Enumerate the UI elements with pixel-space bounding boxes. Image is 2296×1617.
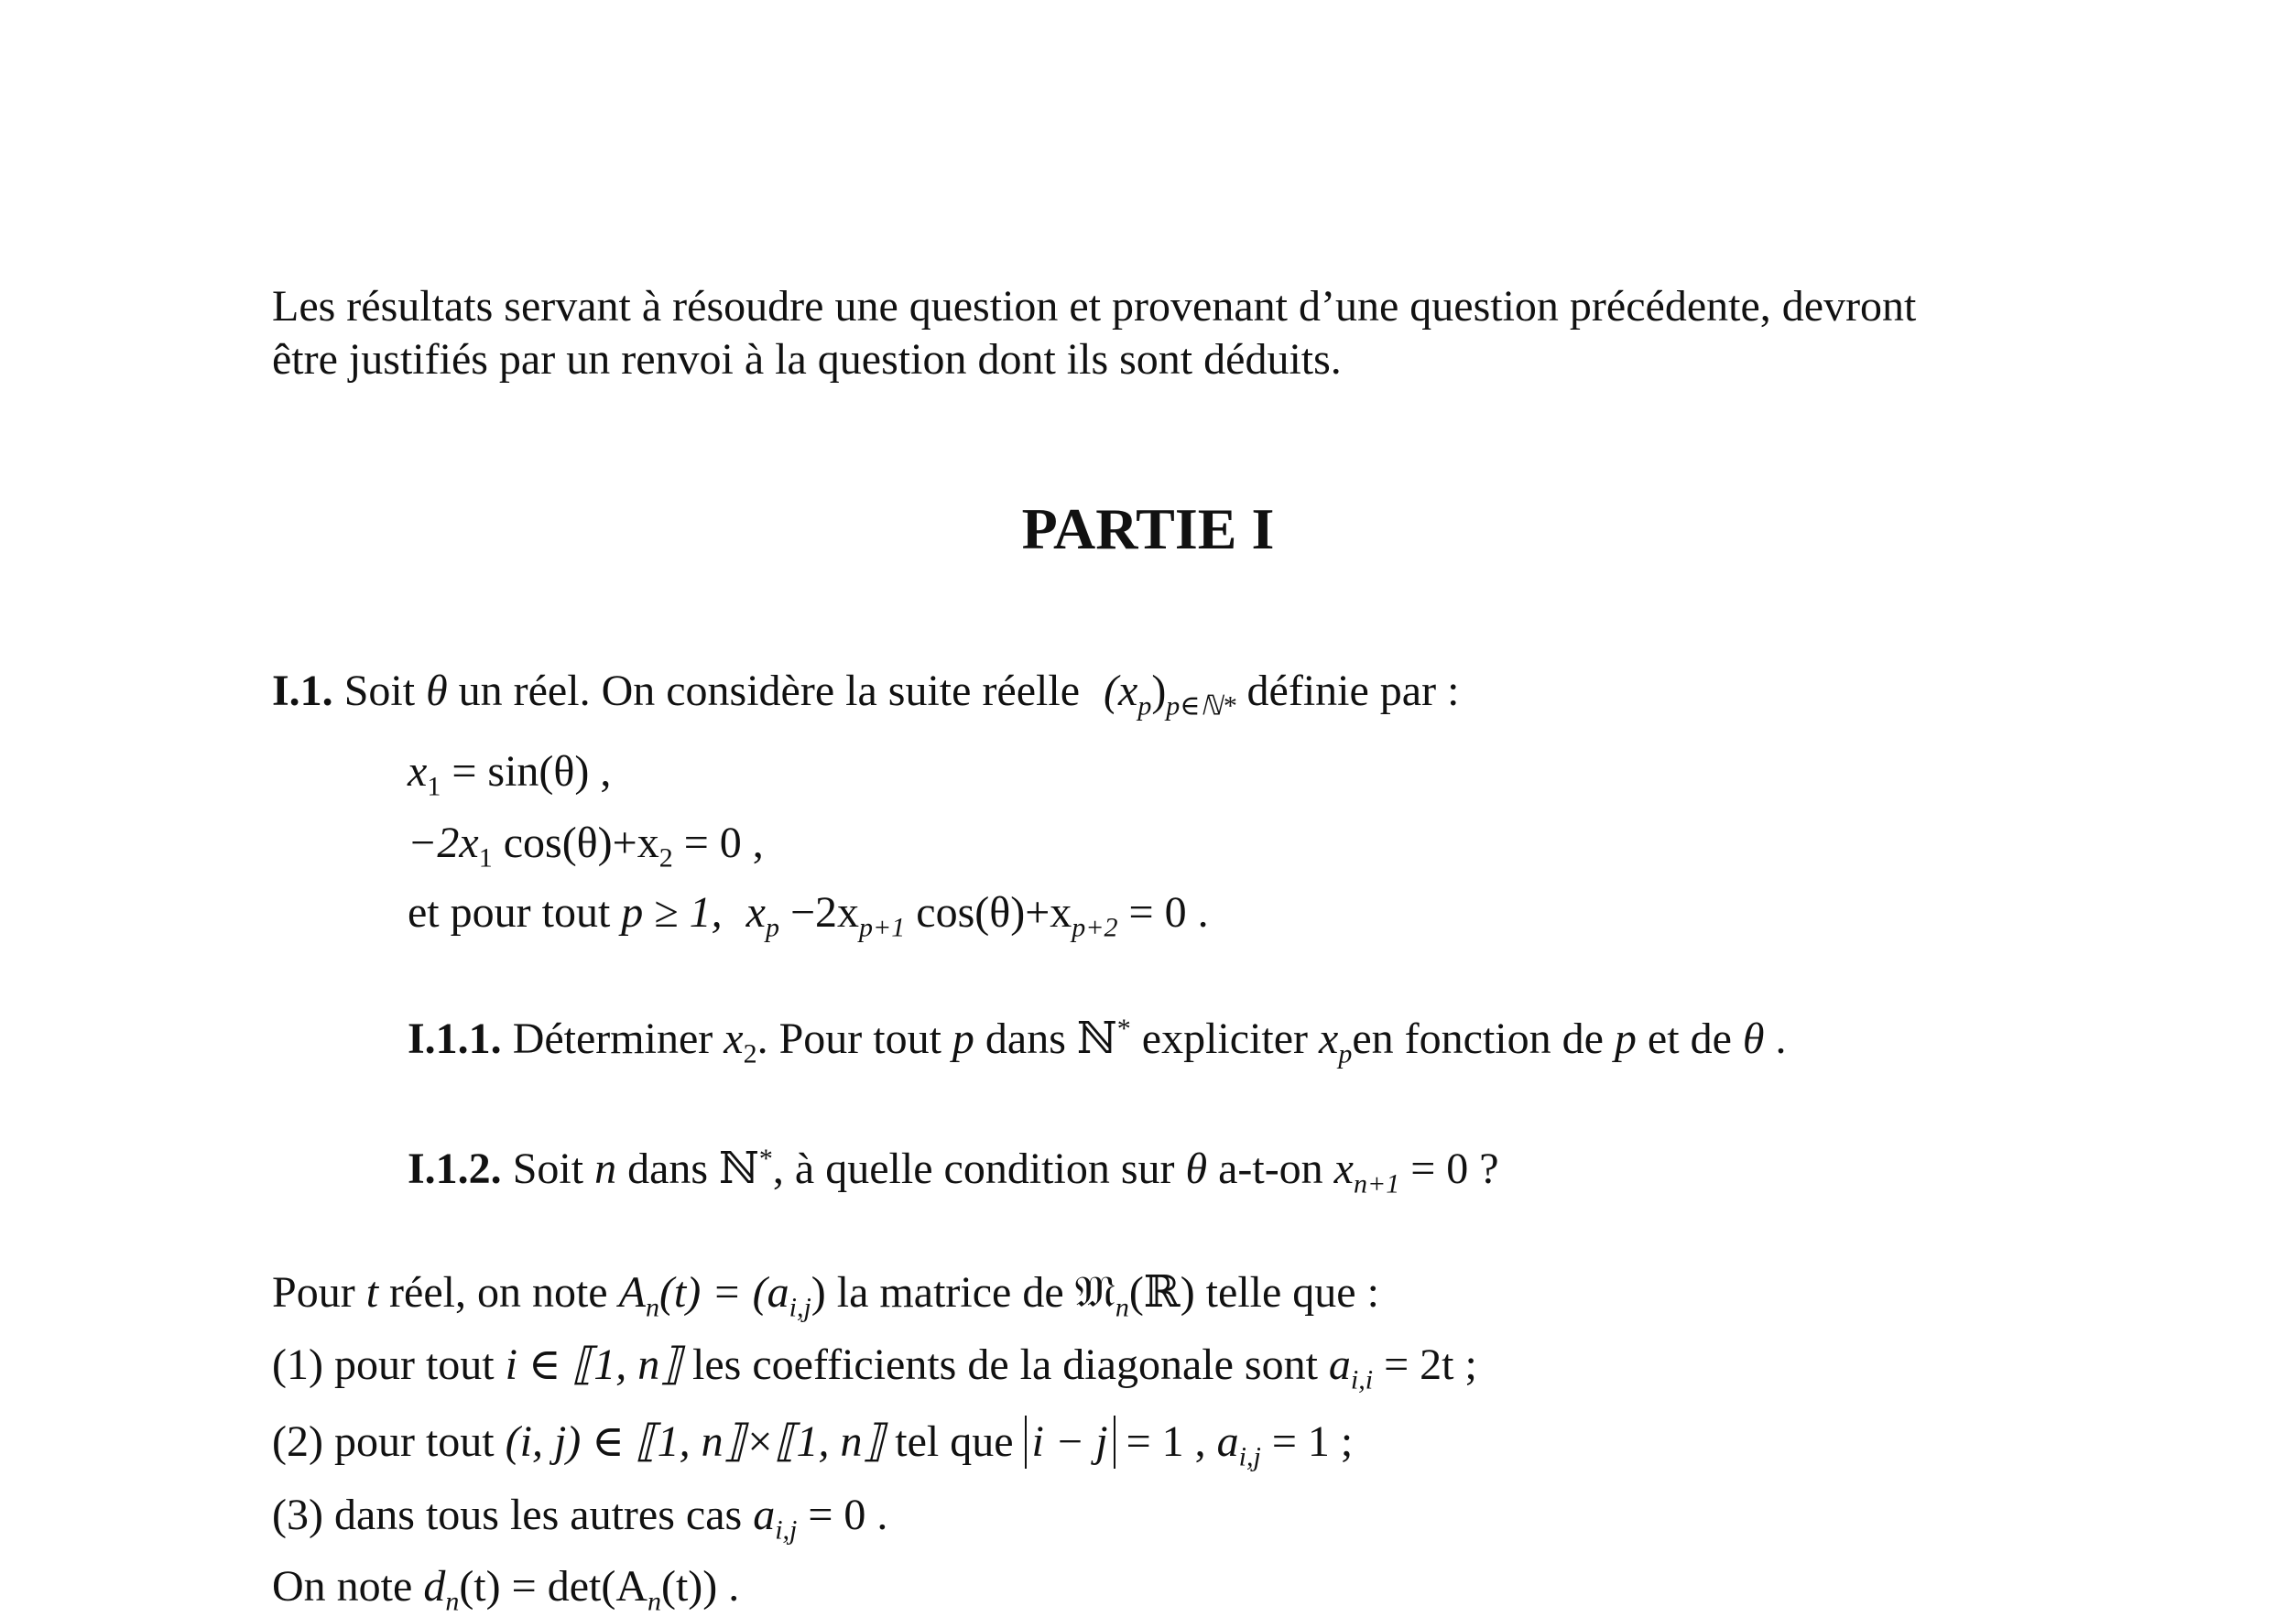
question-i11: I.1.1. Déterminer $x_2$. Pour tout p dans ℕ* expliciter $x_pen$ fonction de p et de θ .: [408, 1014, 1787, 1069]
text: définie par :: [1246, 667, 1460, 715]
sequence-notation: $(x_p)_{p\in ℕ*}$: [1104, 667, 1236, 722]
intro-line-2: être justifiés par un renvoi à la question dont ils sont déduits.: [272, 335, 1342, 384]
question-i12: I.1.2. Soit n dans ℕ*, à quelle condition sur θ a-t-on $x_{n+1} = 0$ ?: [408, 1144, 1499, 1199]
text: Soit: [343, 667, 416, 715]
theta-symbol: θ: [426, 667, 448, 715]
question-label: I.1.2.: [408, 1145, 502, 1193]
equation-3: et pour tout p ≥ 1, $x_p -2x_{p+1}$ $\cos(\theta)+x_{p+2} = 0$ .: [408, 888, 1209, 943]
matrix-line-4: (3) dans tous les autres cas $a_{i,j} = 0$ .: [272, 1491, 888, 1546]
intro-line-1: Les résultats servant à résoudre une question et provenant d’une question précédente, devront: [272, 282, 1917, 331]
matrix-line-2: (1) pour tout i ∈ ⟦1, n⟧ les coefficients de la diagonale sont $a_{i,i} = 2t$ ;: [272, 1340, 1477, 1395]
question-i1: [272, 665, 1460, 722]
section-title: PARTIE I: [1021, 496, 1275, 561]
matrix-line-1: Pour t réel, on note $A_n(t) = (a_{i,j})$ la matrice de 𝔐$_n$(ℝ) telle que :: [272, 1266, 1379, 1323]
matrix-line-3: (2) pour tout (i, j) ∈ ⟦1, n⟧×⟦1, n⟧ tel que i − j = 1 , $a_{i,j} = 1$ ;: [272, 1417, 1354, 1472]
question-label: I.1.1.: [408, 1015, 502, 1063]
equation-2: $-2x_1$ $\cos(\theta)+x_2 = 0$ ,: [408, 819, 764, 874]
equation-1: $x_1 = \sin(\theta)$ ,: [408, 747, 612, 802]
text: un réel. On considère la suite réelle: [458, 667, 1081, 715]
question-label: I.1.: [272, 667, 333, 715]
matrix-line-5: On note $d_n(t) = \det(A_n(t))$ .: [272, 1562, 740, 1617]
